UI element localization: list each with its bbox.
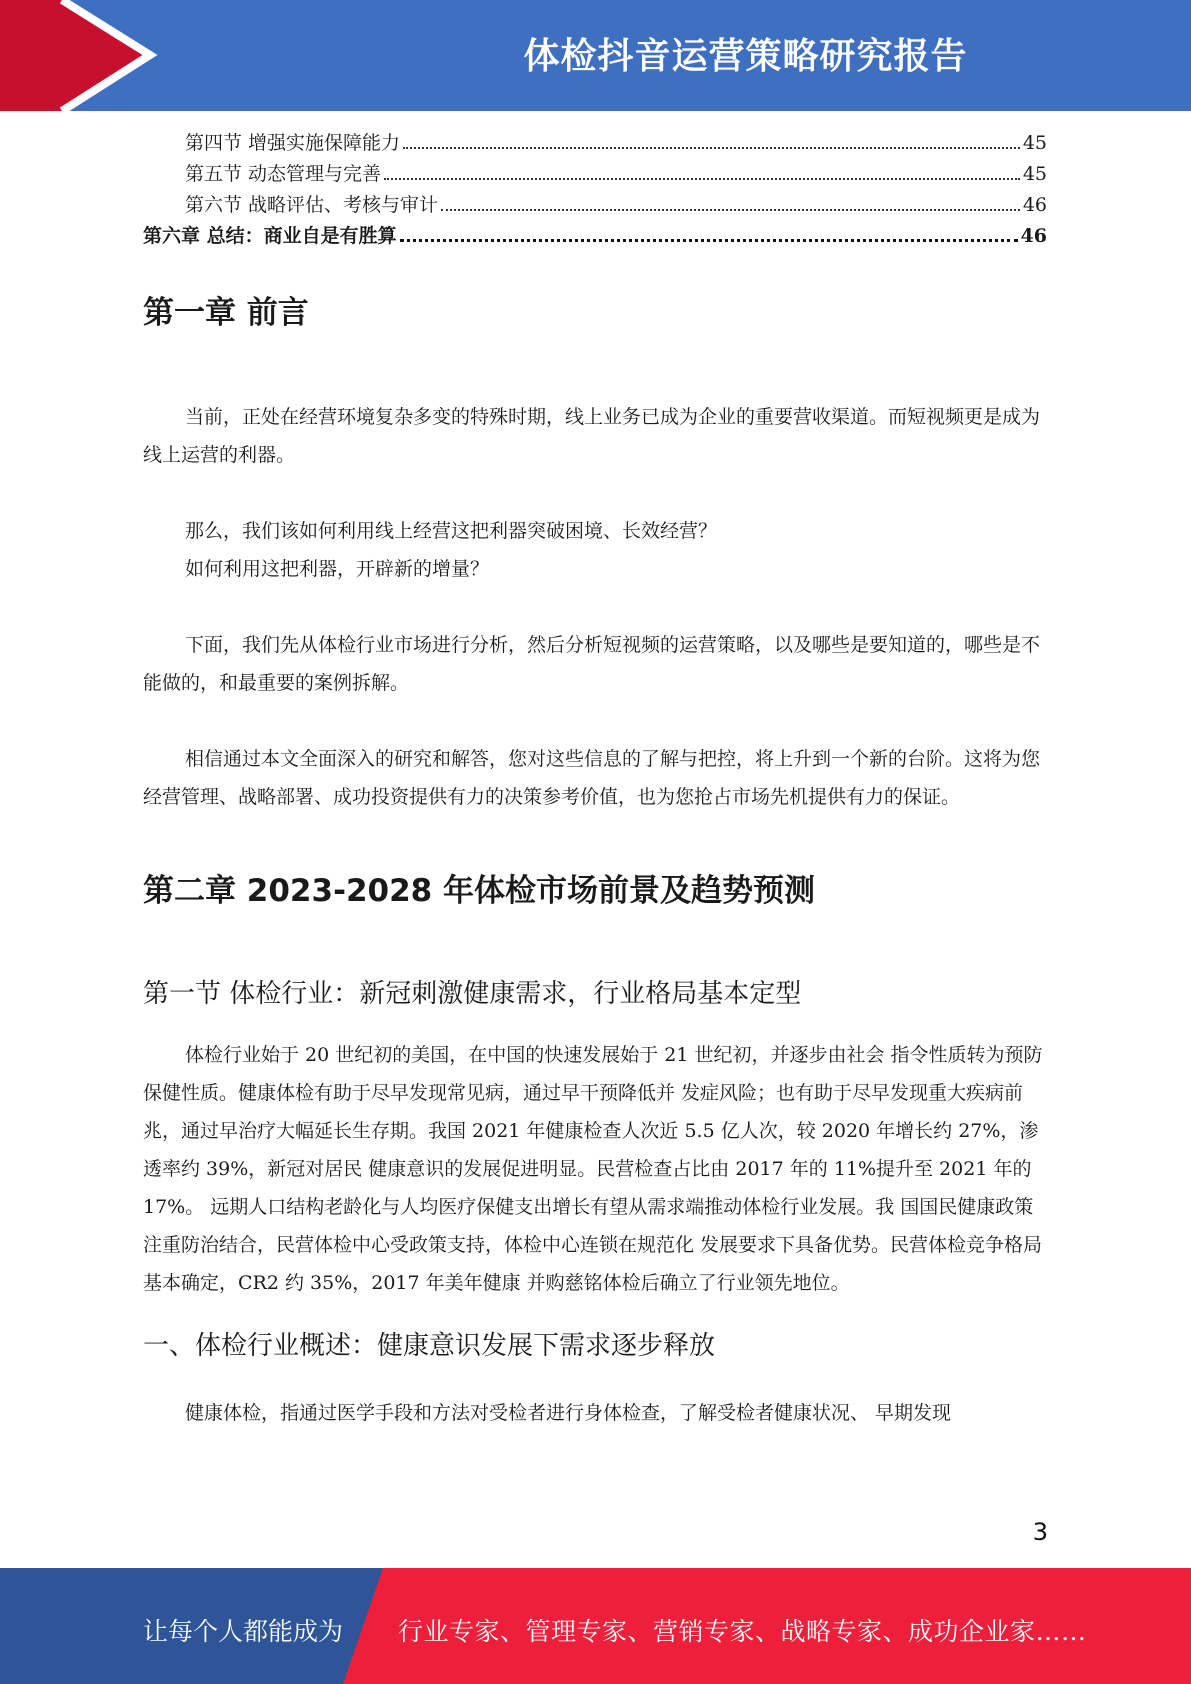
toc-leader-dots (403, 146, 1020, 149)
toc-entry-page: 46 (1022, 194, 1047, 216)
toc-entry[interactable] (143, 128, 1047, 159)
toc-leader-dots (384, 177, 1020, 180)
subsection-heading: 一、体检行业概述：健康意识发展下需求逐步释放 (143, 1331, 716, 1361)
page-number: 3 (1032, 1518, 1048, 1546)
paragraph: 健康体检，指通过医学手段和方法对受检者进行身体检查，了解受检者健康状况、 早期发现 (185, 1402, 952, 1424)
page-header (0, 0, 1191, 111)
toc-entry-title: 第五节 动态管理与完善 (185, 163, 382, 185)
toc-entry-page: 45 (1022, 132, 1047, 154)
paragraph: 下面，我们先从体检行业市场进行分析，然后分析短视频的运营策略，以及哪些是要知道的，哪些是不能做的，和最重要的案例拆解。 (143, 634, 1041, 694)
footer-slogan-right: 行业专家、管理专家、营销专家、战略专家、成功企业家…… (398, 1617, 1087, 1646)
toc-entry[interactable] (143, 221, 1047, 252)
paragraph: 体检行业始于 20 世纪初的美国，在中国的快速发展始于 21 世纪初，并逐步由社会 指令性质转为预防保健性质。健康体检有助于尽早发现常见病，通过早干预降低并 发症风险；也有助于尽早发现重大疾病前兆，通过早治疗大幅延长生存期。我国 2021 年健康检查人次近 5.5 亿人次，较 2020 年增长约 27%，渗透率约 39%，新冠对居民 健康意识的发展促进明显。民营检查占比由 2017 年的 11%提升至 2021 年的 17%。 远期人口结构老龄化与人均医疗保健支出增长有望从需求端推动体检行业发展。我 国国民健康政策注重防治结合，民营体检中心受政策支持，体检中心连锁在规范化 发展要求下具备优势。民营体检竞争格局基本确定，CR2 约 35%，2017 年美年健康 并购慈铭体检后确立了行业领先地位。 (143, 1044, 1043, 1294)
paragraph: 当前，正处在经营环境复杂多变的特殊时期，线上业务已成为企业的重要营收渠道。而短视频更是成为线上运营的利器。 (143, 406, 1041, 466)
section-heading: 第一节 体检行业：新冠刺激健康需求，行业格局基本定型 (143, 979, 802, 1009)
paragraph: 如何利用这把利器，开辟新的增量？ (185, 558, 490, 580)
header-arrow-decoration (0, 0, 160, 111)
paragraph: 相信通过本文全面深入的研究和解答，您对这些信息的了解与把控，将上升到一个新的台阶。这将为您经营管理、战略部署、成功投资提供有力的决策参考价值，也为您抢占市场先机提供有力的保证。 (143, 748, 1041, 808)
toc-entry-page: 46 (1020, 225, 1047, 247)
chapter-heading: 第二章 2023-2028 年体检市场前景及趋势预测 (143, 873, 816, 909)
toc-entry-title: 第六节 战略评估、考核与审计 (185, 194, 439, 216)
paragraph: 那么，我们该如何利用线上经营这把利器突破困境、长效经营？ (185, 520, 718, 542)
toc-leader-dots (400, 238, 1018, 242)
chapter-heading: 第一章 前言 (143, 295, 309, 331)
toc-entry-title: 第四节 增强实施保障能力 (185, 132, 401, 154)
toc-entry-page: 45 (1022, 163, 1047, 185)
toc-entry[interactable] (143, 190, 1047, 221)
toc-entry[interactable] (143, 159, 1047, 190)
footer-slogan-left: 让每个人都能成为 (143, 1617, 344, 1646)
report-title: 体检抖音运营策略研究报告 (523, 36, 968, 77)
page-footer (0, 1568, 1191, 1684)
table-of-contents (143, 128, 1047, 252)
main-content (143, 288, 1047, 1432)
toc-entry-title: 第六章 总结：商业自是有胜算 (143, 225, 397, 247)
toc-leader-dots (441, 208, 1020, 211)
